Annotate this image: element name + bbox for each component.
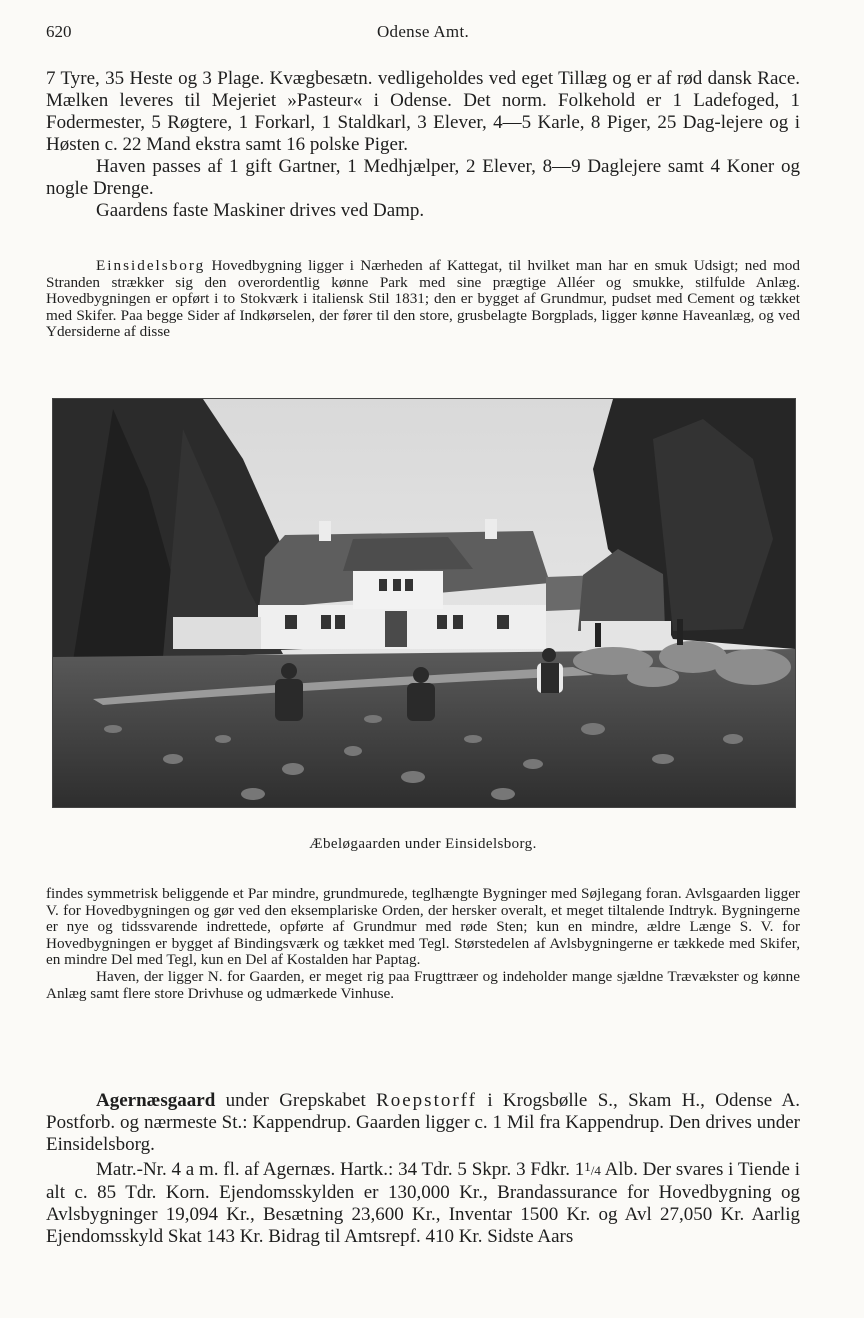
paragraph-livestock-staff: 7 Tyre, 35 Heste og 3 Plage. Kvægbesætn. vedligeholdes ved eget Tillæg og er af rød dansk Race. Mælken leveres til Mejeriet »Pasteur« i Odense. Det norm. Folkehold er 1 Ladefoged, 1 Fodermester, 5 Røgtere, 1 Forkarl, 1 Staldkarl, 3 Elever, 4—5 Karle, 8 Piger, 25 Dag-lejere og i Høsten c. 22 Mand ekstra samt 16 polske Piger. — [46, 68, 800, 155]
text-block-agernaesgaard — [46, 1090, 800, 1248]
paragraph-garden: Haven, der ligger N. for Gaarden, er meget rig paa Frugttræer og indeholder mange sjældne Trævækster og kønne Anlæg samt flere store Drivhuse og udmærkede Vinhuse. — [46, 967, 800, 1002]
intro-text-a: under Grepskabet — [215, 1090, 377, 1111]
einsidelsborg-description: Hovedbygning ligger i Nærheden af Kattegat, til hvilket man har en smuk Udsigt; ned mod Stranden strækker sig den overordentlig kønne Park med sine prægtige Alléer og smukke, stilfulde Anlæg. Hovedbygningen er opført i to Stokværk i italiensk Stil 1831; den er bygget af Grundmur, pudset med Cement og tækket med Skifer. Paa begge Sider af Indkørselen, der fører til den store, grusbelagte Borgplads, ligger kønne Haveanlæg, og ved Ydersiderne af disse — [46, 257, 800, 341]
farmhouse-photo-illustration — [53, 399, 795, 807]
figures-text-a: Matr.-Nr. 4 a m. fl. af Agernæs. Hartk.: 34 Tdr. 5 Skpr. 3 Fdkr. 1 — [96, 1159, 585, 1180]
page-header — [46, 20, 800, 44]
fraction-denominator: /4 — [590, 1163, 601, 1178]
paragraph-garden-staff: Haven passes af 1 gift Gartner, 1 Medhjælper, 2 Elever, 8—9 Daglejere samt 4 Koner og nogle Drenge. — [46, 156, 800, 199]
text-block-continuation — [46, 886, 800, 1002]
figures-text-b: Alb. Der svares i Tiende i alt c. 85 Tdr. Korn. Ejendomsskylden er 130,000 Kr., Brandassurance for Hovedbygning og Avlsbygninger 19,094 Kr., Besætning 23,600 Kr., Inventar 1500 Kr. og Avl 27,050 Kr. Aarlig Ejendomsskyld Skat 143 Kr. Bidrag til Amtsrepf. 410 Kr. Sidste Aars — [46, 1159, 800, 1247]
running-head: Odense Amt. — [376, 22, 470, 41]
owner-name: Roepstorff — [376, 1090, 477, 1111]
photo-caption: Æbeløgaarden under Einsidelsborg. — [309, 836, 537, 852]
paragraph-agernaesgaard-intro — [46, 1090, 800, 1156]
estate-title-agernaesgaard: Agernæsgaard — [96, 1090, 216, 1111]
paragraph-einsidelsborg — [46, 258, 800, 341]
paragraph-agernaesgaard-figures — [46, 1156, 800, 1248]
estate-name-einsidelsborg: Einsidelsborg — [96, 257, 206, 274]
text-block-intro — [46, 68, 800, 222]
paragraph-machines: Gaardens faste Maskiner drives ved Damp. — [96, 200, 425, 221]
intro-text-b: i Krogsbølle S., Skam H., Odense A. Postforb. og nærmeste St.: Kappendrup. Gaarden ligger c. 1 Mil fra Kappendrup. Den drives under Einsidelsborg. — [46, 1090, 800, 1155]
text-block-einsidelsborg — [46, 258, 800, 341]
paragraph-buildings: findes symmetrisk beliggende et Par mindre, grundmurede, teglhængte Bygninger med Søjlegang foran. Avlsgaarden ligger V. for Hovedbygningen og gør ved den eksemplariske Orden, der hersker overalt, et meget tiltalende Indtryk. Bygningerne er nye og tidssvarende indrettede, opførte af Grundmur med røde Sten; kun en mindre, ældre Længe S. V. for Hovedbygningen er bygget af Bindingsværk og tækket med Tegl. Størstedelen af Avlsbygningerne er tækkede med Skifer, en mindre Del med Tegl, kun en Del af Kostalden har Paptag. — [46, 885, 800, 969]
fraction-numerator: 1 — [584, 1159, 591, 1174]
estate-photograph — [52, 398, 796, 808]
page-number: 620 — [46, 22, 72, 41]
